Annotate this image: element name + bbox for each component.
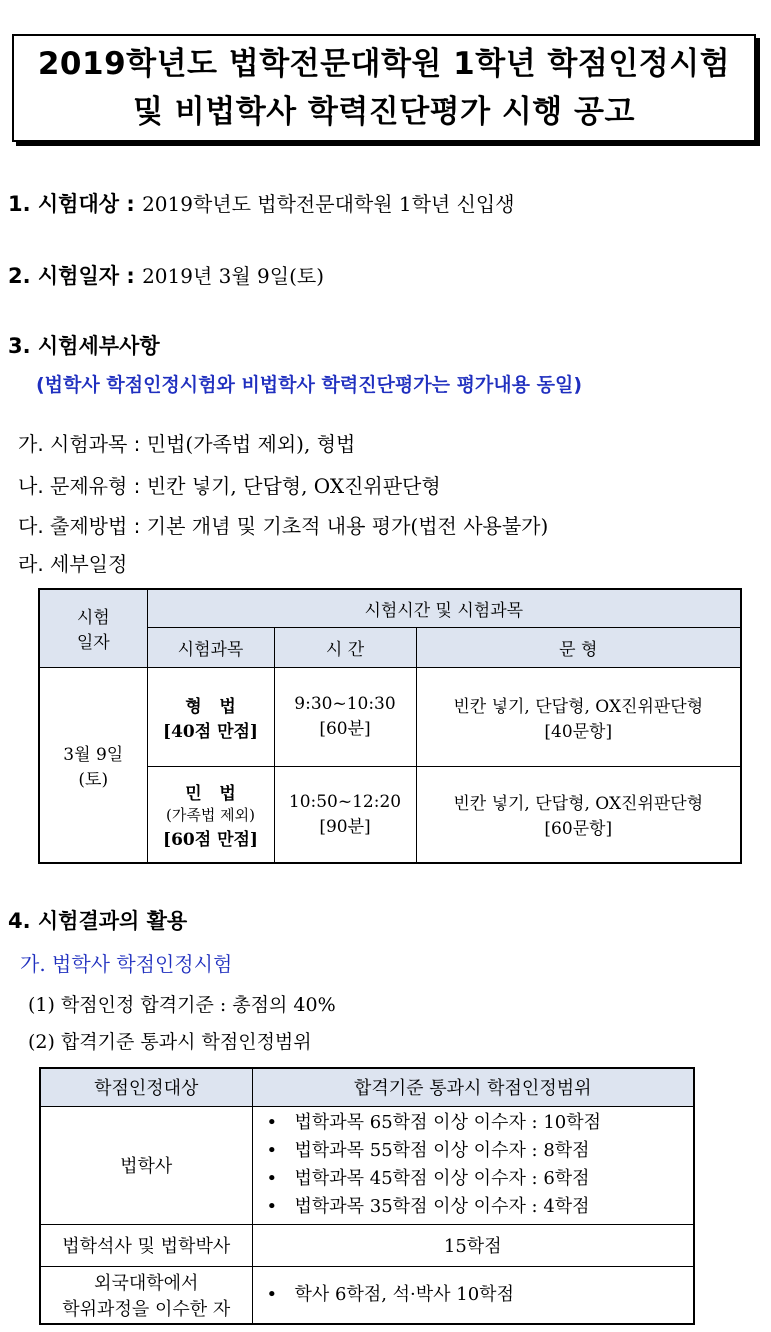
pass-criteria: (1) 학점인정 합격기준 : 총점의 40% xyxy=(28,994,336,1016)
credit-range-cell xyxy=(252,1106,694,1224)
detail-item-schedule: 라. 세부일정 xyxy=(18,552,128,576)
list-item: • 법학과목 35학점 이상 이수자 : 4학점 xyxy=(267,1193,694,1221)
exam-date-cell: 3월 9일 (토) xyxy=(39,667,147,863)
header-credit-range: 합격기준 통과시 학점인정범위 xyxy=(252,1068,694,1106)
time-cell: 9:30~10:30 [60분] xyxy=(274,667,416,766)
credit-target-cell: 외국대학에서 학위과정을 이수한 자 xyxy=(40,1266,252,1324)
subject-civil-law: 민 법 (가족법 제외) [60점 만점] xyxy=(147,766,274,863)
exam-target-value: 2019학년도 법학전문대학원 1학년 신입생 xyxy=(142,192,515,216)
header-subject: 시험과목 xyxy=(147,627,274,667)
list-item: • 학사 6학점, 석·박사 10학점 xyxy=(267,1281,694,1309)
credit-target-cell: 법학사 xyxy=(40,1106,252,1224)
header-question-type: 문 형 xyxy=(416,627,741,667)
credit-table xyxy=(39,1067,695,1325)
table-row xyxy=(40,1224,694,1266)
detail-item-method: 다. 출제방법 : 기본 개념 및 기초적 내용 평가(법전 사용불가) xyxy=(18,514,549,538)
credit-range-heading: (2) 합격기준 통과시 학점인정범위 xyxy=(28,1031,312,1053)
detail-item-question-type: 나. 문제유형 : 빈칸 넣기, 단답형, OX진위판단형 xyxy=(18,474,441,498)
header-exam-date: 시험 일자 xyxy=(39,589,147,667)
subsection-credit-exam: 가. 법학사 학점인정시험 xyxy=(20,952,233,976)
details-note: (법학사 학점인정시험와 비법학사 학력진단평가는 평가내용 동일) xyxy=(36,374,583,396)
table-row xyxy=(40,1266,694,1324)
subject-criminal-law: 형 법 [40점 만점] xyxy=(147,667,274,766)
question-type-cell: 빈칸 넣기, 단답형, OX진위판단형 [60문항] xyxy=(416,766,741,863)
header-time-and-subject: 시험시간 및 시험과목 xyxy=(147,589,741,627)
header-time: 시 간 xyxy=(274,627,416,667)
time-cell: 10:50~12:20 [90분] xyxy=(274,766,416,863)
list-item: • 법학과목 55학점 이상 이수자 : 8학점 xyxy=(267,1137,694,1165)
credit-target-cell: 법학석사 및 법학박사 xyxy=(40,1224,252,1266)
section-exam-details: 3. 시험세부사항 xyxy=(8,334,160,358)
exam-date-value: 2019년 3월 9일(토) xyxy=(142,264,325,288)
table-row xyxy=(39,667,741,766)
table-row xyxy=(40,1106,694,1224)
title-line-1: 2019학년도 법학전문대학원 1학년 학점인정시험 xyxy=(37,46,731,82)
schedule-table xyxy=(38,588,742,864)
credit-range-cell xyxy=(252,1266,694,1324)
section-result-usage: 4. 시험결과의 활용 xyxy=(8,909,188,933)
title-line-2: 및 비법학사 학력진단평가 시행 공고 xyxy=(133,94,635,130)
list-item: • 법학과목 45학점 이상 이수자 : 6학점 xyxy=(267,1165,694,1193)
notice-title xyxy=(12,34,756,142)
list-item: • 법학과목 65학점 이상 이수자 : 10학점 xyxy=(267,1109,694,1137)
question-type-cell: 빈칸 넣기, 단답형, OX진위판단형 [40문항] xyxy=(416,667,741,766)
credit-range-cell: 15학점 xyxy=(252,1224,694,1266)
detail-item-subjects: 가. 시험과목 : 민법(가족법 제외), 형법 xyxy=(18,432,356,456)
section-exam-date: 2. 시험일자 : 2019년 3월 9일(토) xyxy=(8,264,325,288)
header-credit-target: 학점인정대상 xyxy=(40,1068,252,1106)
section-exam-target: 1. 시험대상 : 2019학년도 법학전문대학원 1학년 신입생 xyxy=(8,192,515,216)
